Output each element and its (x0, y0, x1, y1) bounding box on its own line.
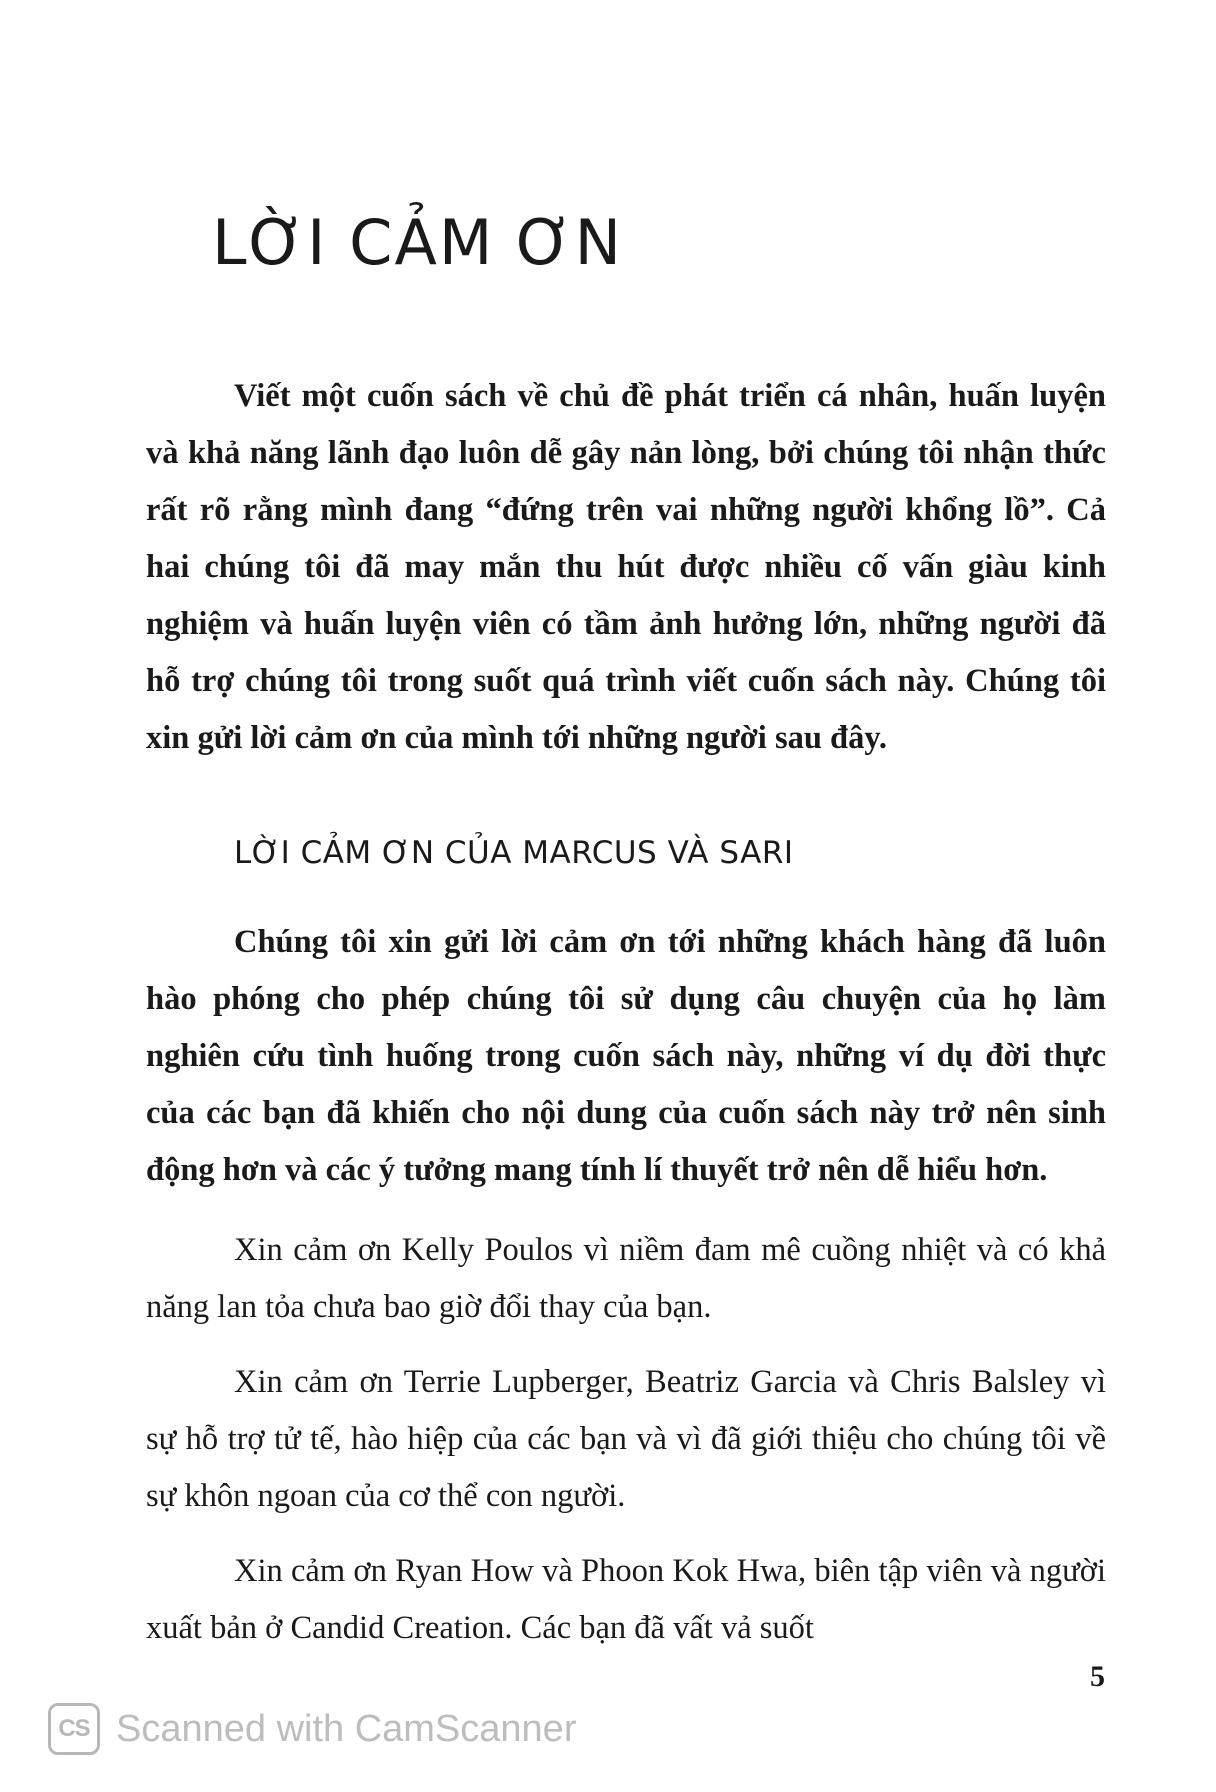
camscanner-logo-icon: CS (48, 1703, 100, 1755)
watermark-text: Scanned with CamScanner (116, 1708, 577, 1750)
page-number: 5 (1090, 1660, 1105, 1693)
intro-paragraph: Viết một cuốn sách về chủ đề phát triển cá nhân, huấn luyện và khả năng lãnh đạo luôn dễ gây nản lòng, bởi chúng tôi nhận thức rất rõ rằng mình đang “đứng trên vai những người khổng lồ”. Cả hai chúng tôi đã may mắn thu hút được nhiều cố vấn giàu kinh nghiệm và huấn luyện viên có tầm ảnh hưởng lớn, những người đã hỗ trợ chúng tôi trong suốt quá trình viết cuốn sách này. Chúng tôi xin gửi lời cảm ơn của mình tới những người sau đây. (146, 378, 1106, 756)
paragraph-terrie: Xin cảm ơn Terrie Lupberger, Beatriz Garcia và Chris Balsley vì sự hỗ trợ tử tế, hào hiệp của các bạn và vì đã giới thiệu cho chúng tôi về sự khôn ngoan của cơ thể con người. (146, 1364, 1106, 1514)
chapter-title: LỜI CẢM ƠN (212, 206, 624, 279)
camscanner-watermark (48, 1700, 576, 1758)
section-title: LỜI CẢM ƠN CỦA MARCUS VÀ SARI (234, 835, 794, 871)
paragraph-ryan: Xin cảm ơn Ryan How và Phoon Kok Hwa, biên tập viên và người xuất bản ở Candid Creation. Các bạn đã vất vả suốt (146, 1553, 1106, 1646)
paragraph-kelly: Xin cảm ơn Kelly Poulos vì niềm đam mê cuồng nhiệt và có khả năng lan tỏa chưa bao giờ đổi thay của bạn. (146, 1232, 1106, 1325)
paragraph-clients: Chúng tôi xin gửi lời cảm ơn tới những khách hàng đã luôn hào phóng cho phép chúng tôi sử dụng câu chuyện của họ làm nghiên cứu tình huống trong cuốn sách này, những ví dụ đời thực của các bạn đã khiến cho nội dung của cuốn sách này trở nên sinh động hơn và các ý tưởng mang tính lí thuyết trở nên dễ hiểu hơn. (146, 924, 1106, 1188)
